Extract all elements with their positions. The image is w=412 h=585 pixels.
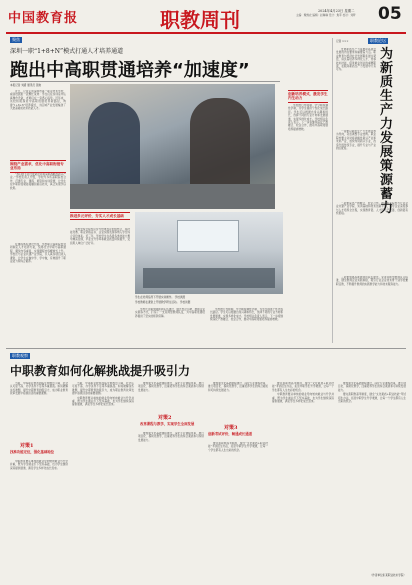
top-section-tag: 聚焦 <box>12 37 20 42</box>
sidebar-headline: 为新质生产力发展策源蓄力 <box>380 47 394 216</box>
strategy-3-subhead: 创新考试评价，畅通成长通道 <box>208 432 253 436</box>
bottom-body-1b: 当前，中等职业教育面临生源数量下降、社会认可度不高、办学条件不足等多重挑战。如何破解这些难题，提升中职教育的吸引力，成为职业教育改革发展中亟须回答的重要课题。 中职教育要从单纯的就业导向转向就业与升学并重，既为学生就业打下坚实基础，也为学生继续深造提供通道，满足学生多样化成长需求。 <box>72 382 134 407</box>
paper-name: 中国教育报 <box>8 11 79 26</box>
bottom-author: （作者单位系某职业技术学院） <box>369 574 406 577</box>
bottom-body-4: 要完善职教高考制度，健全“文化素质+职业技能”考试招生办法，拓宽中职学生升学渠道，让每一个学生都有人生出彩的机会。 <box>208 442 268 452</box>
top-caption-1: 学生在老师指导下开展实训操作。 学校供图 <box>135 296 186 299</box>
top-body-4: 学校坚持过程性评价与结果性评价相结合，将技能竞赛、职业资格证书、企业实践表现等纳入学生综合评价体系。近三年，学校学生在各级各类技能大赛中屡获佳绩，毕业生升学率和就业质量持续提升，受到用人单位广泛好评。 <box>70 228 130 245</box>
photo-classroom <box>135 212 283 294</box>
photo-workbench <box>70 184 275 209</box>
date-line: 2024年4月23日 星期二 <box>318 9 355 13</box>
bottom-body-4b: 要完善职教高考制度，健全“文化素质+职业技能”考试招生办法，拓宽中职学生升学渠道，让每一个学生都有人生出彩的机会。 中职教育要从单纯的就业导向转向就业与升学并重，既为学生就业打下坚实基础，也为学生继续深造提供通道，满足学生多样化成长需求。 <box>272 382 334 404</box>
photo-students-training <box>70 84 275 209</box>
page-number: 05 <box>378 4 402 24</box>
strategy-1-subhead: 找准功能定位，强化基础地位 <box>10 450 55 454</box>
top-headline-rule <box>10 81 280 82</box>
photo-figure-right <box>190 98 250 193</box>
bottom-body-3: 要加强文化基础课程建设，深化专业课程改革，推行项目化、模块化教学，注重培养学生的综合素质和可持续发展能力。 <box>138 432 204 442</box>
top-caption-2: 学校教师在课堂上开展教学研讨活动。 学校供图 <box>135 301 191 304</box>
top-subhead-3: 创新培养模式，激发学生内生动力 <box>288 90 328 103</box>
bottom-body-4c: 要加强文化基础课程建设，深化专业课程改革，推行项目化、模块化教学，注重培养学生的综合素质和可持续发展能力。 要完善职教高考制度，健全“文化素质+职业技能”考试招生办法，拓宽中职学生升学渠道，让每一个学生都有人生出彩的机会。 <box>338 382 406 404</box>
bottom-body-3b: 要加强文化基础课程建设，深化专业课程改革，推行项目化、模块化教学，注重培养学生的综合素质和可持续发展能力。 <box>208 382 268 392</box>
strategy-3-label: 对策3 <box>224 425 238 431</box>
bottom-body-2b: 要加强文化基础课程建设，深化专业课程改革，推行项目化、模块化教学，注重培养学生的综合素质和可持续发展能力。 <box>138 382 204 392</box>
top-body-5: 学校还注重加强师资队伍建设，通过校企互聘、教师企业实践等方式，打造了一支双师型教师队伍，为中高职贯通培养提供了坚实的师资保障。 <box>135 308 205 318</box>
photo-figure-left <box>88 102 140 192</box>
sidebar-body-4: 三是要加强高素质师资队伍建设。完善双师型教师认定标准，健全教师企业实践制度，吸引行业企业技术骨干到学校兼职任教，不断提升教师的实践教学能力和技术服务能力。 <box>336 276 408 286</box>
top-headline: 跑出中高职贯通培养“加速度” <box>10 60 250 81</box>
masthead <box>0 0 412 36</box>
masthead-rule <box>6 32 406 34</box>
sidebar-body-2: 一是要以新质生产力发展需求为导向，动态调整专业结构。职业院校要主动对接战略性新兴产业和未来产业，加快布局新兴专业，改造升级传统专业，提升专业与产业的匹配度。 <box>336 130 376 151</box>
sidebar-body-1: 发展新质生产力是推动高质量发展的内在要求和重要着力点。职业教育与经济社会发展联系最为紧密，肩负着培养多样化人才、传承技术技能、促进就业创业的重要职责，在服务新质生产力发展中大有可为。 <box>336 48 376 72</box>
top-body-3b: 学校推行导师制、学分制和弹性学制，为学生提供个性化成长路径。学生可以根据自身兴趣和特长，选择不同的专业方向和发展通道，实现多样化成才。学校相关负责人表示，下一步将继续深化产教融合、校企合作，推动中高职贯通培养提质增效。 <box>288 104 328 131</box>
sidebar-divider <box>332 38 333 343</box>
top-body-6: 学校推行导师制、学分制和弹性学制，为学生提供个性化成长路径。学生可以根据自身兴趣和特长，选择不同的专业方向和发展通道，实现多样化成才。学校相关负责人表示，下一步将继续深化产教融合、校企合作，推动中高职贯通培养提质增效。 <box>210 308 283 322</box>
sidebar-section-tag: 职教论坛 <box>370 38 386 43</box>
section-name: 职教周刊 <box>160 8 240 32</box>
top-subhead-2: 推进多元评价，夯实人才成长基础 <box>70 214 124 218</box>
photo-desks <box>143 268 275 288</box>
bottom-section-tag: 职教观察 <box>12 353 28 358</box>
bottom-body-1: 当前，中等职业教育面临生源数量下降、社会认可度不高、办学条件不足等多重挑战。如何破解这些难题，提升中职教育的吸引力，成为职业教育改革发展中亟须回答的重要课题。 <box>10 382 68 396</box>
top-body-2: “我们的专业设置紧密对接深圳战略性新兴产业。”学校负责人介绍，学校与多所高职院校合作，打通专业、课程、师资和实训资源，让学生在中职阶段就能接触到前沿技术，真正实现学以致用。 <box>10 173 66 190</box>
bottom-headline: 中职教育如何化解挑战提升吸引力 <box>10 364 191 378</box>
subhead-box-1 <box>10 160 66 173</box>
strategy-2-subhead: 改革课程与教学，实现学生全面发展 <box>140 422 195 426</box>
top-right-column-box <box>288 90 328 103</box>
photo-screen <box>177 220 239 252</box>
strategy-2-label: 对策2 <box>158 415 172 421</box>
bottom-body-2: 中职教育要从单纯的就业导向转向就业与升学并重，既为学生就业打下坚实基础，也为学生继续深造提供通道，满足学生多样化成长需求。 <box>10 460 68 470</box>
top-kicker: 深圳一职“1+8+N”模式打通人才培养通道 <box>10 48 124 55</box>
editor-line: 主编：鲍效农 编辑：赵琳琳 设计：焦苹 校对：刘梦 <box>296 14 356 17</box>
top-subhead-1: 围绕产业需求，优化中高职衔接专业布局 <box>10 162 64 171</box>
top-byline: 本报记者 刘盾 通讯员 张晓 <box>10 84 42 87</box>
top-body-3: 在课程体系建设方面，学校联合高职院校共同制定人才培养方案，统筹设计中职与高职课程，避免内容重复，实现课程内容螺旋式上升。学校还与企业共建产业学院，引入真实项目进入课堂，让学生在做中学、学中做，有效提升了职业能力和综合素养。 <box>10 243 66 264</box>
top-body-1: 近日，记者走进深圳市第一职业技术学校，看到校园里一派繁忙景象：学生们在实训室中认真操作设备，老师们在一旁悉心指导。近年来，该校积极探索中高职贯通培养新路径，构建“1+8+N”培养模式，为区域产业发展输送了大批高素质技术技能人才。 <box>10 90 66 111</box>
sidebar-credit: 记者 ××× <box>336 40 349 43</box>
sidebar-body-3: 二是要深化产教融合、校企合作。推动职业院校与行业企业共建产业学院、实训基地和技术创新平台，引导企业深度参与人才培养全过程，实现教育链、人才链与产业链、创新链有机衔接。 <box>336 202 408 216</box>
subhead-box-2 <box>70 212 130 220</box>
strategy-1-label: 对策1 <box>20 443 34 449</box>
section-divider <box>6 348 406 349</box>
